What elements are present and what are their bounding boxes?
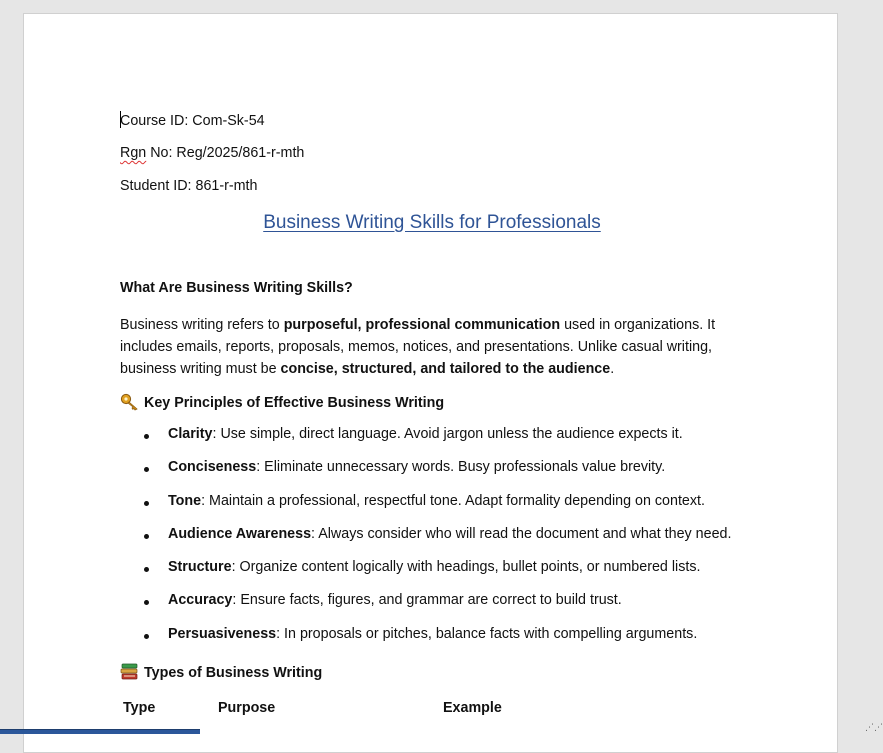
types-heading-text: Types of Business Writing [144, 665, 323, 681]
course-id-line [120, 111, 265, 129]
section-heading-types [120, 663, 322, 681]
principles-heading-text: Key Principles of Effective Business Writing [144, 395, 445, 411]
list-item [120, 626, 731, 659]
intro-text-3: . [610, 361, 615, 377]
rgn-number: No: Reg/2025/861-r-mth [146, 145, 305, 161]
intro-bold-2: concise, structured, and tailored to the audience [280, 361, 611, 377]
key-icon [120, 393, 140, 411]
list-item [120, 526, 731, 559]
spellcheck-word[interactable]: Rgn [120, 145, 147, 161]
rgn-line [120, 145, 304, 161]
document-page[interactable] [23, 13, 838, 753]
intro-text-1: Business writing refers to [120, 317, 284, 333]
document-title: Business Writing Skills for Professionals [263, 212, 601, 233]
list-item [120, 493, 731, 526]
section-heading-principles [120, 393, 444, 411]
status-bar[interactable] [0, 729, 200, 734]
books-icon [120, 663, 140, 681]
principle-term: Audience Awareness [168, 525, 312, 542]
principle-text: : Use simple, direct language. Avoid jargon unless the audience expects it. [212, 426, 683, 442]
principle-term: Persuasiveness [168, 625, 277, 642]
principle-text: : Organize content logically with headings, bullet points, or numbered lists. [231, 559, 701, 576]
intro-text-2: used in organizations. It includes emails, reports, proposals, memos, notices, and presentations. Unlike casual writing, business writing must be [120, 317, 716, 377]
principle-term: Clarity [168, 426, 213, 442]
list-item [120, 559, 731, 592]
intro-paragraph [120, 314, 740, 380]
principle-term: Conciseness [168, 459, 257, 476]
list-item [120, 426, 731, 459]
principle-term: Accuracy [168, 592, 233, 609]
section-heading-what: What Are Business Writing Skills? [120, 280, 353, 296]
intro-bold-1: purposeful, professional communication [283, 317, 561, 333]
principle-text: : Maintain a professional, respectful tone. Adapt formality depending on context. [201, 492, 705, 509]
principle-text: : Eliminate unnecessary words. Busy professionals value brevity. [256, 459, 666, 476]
course-id: Course ID: Com-Sk-54 [120, 113, 265, 129]
principle-text: : Always consider who will read the document and what they need. [311, 525, 732, 542]
resize-grip-icon[interactable]: ⋰⋰ [865, 722, 883, 732]
principle-text: : Ensure facts, figures, and grammar are correct to build trust. [232, 592, 622, 609]
column-header-type: Type [123, 700, 156, 716]
principle-term: Structure [168, 559, 232, 576]
principle-text: : In proposals or pitches, balance facts with compelling arguments. [276, 625, 698, 642]
principles-list [120, 426, 731, 659]
list-item [120, 592, 731, 625]
column-header-example: Example [443, 700, 502, 716]
principle-term: Tone [168, 492, 202, 509]
student-id-line: Student ID: 861-r-mth [120, 178, 258, 194]
list-item [120, 459, 731, 492]
column-header-purpose: Purpose [218, 700, 276, 716]
